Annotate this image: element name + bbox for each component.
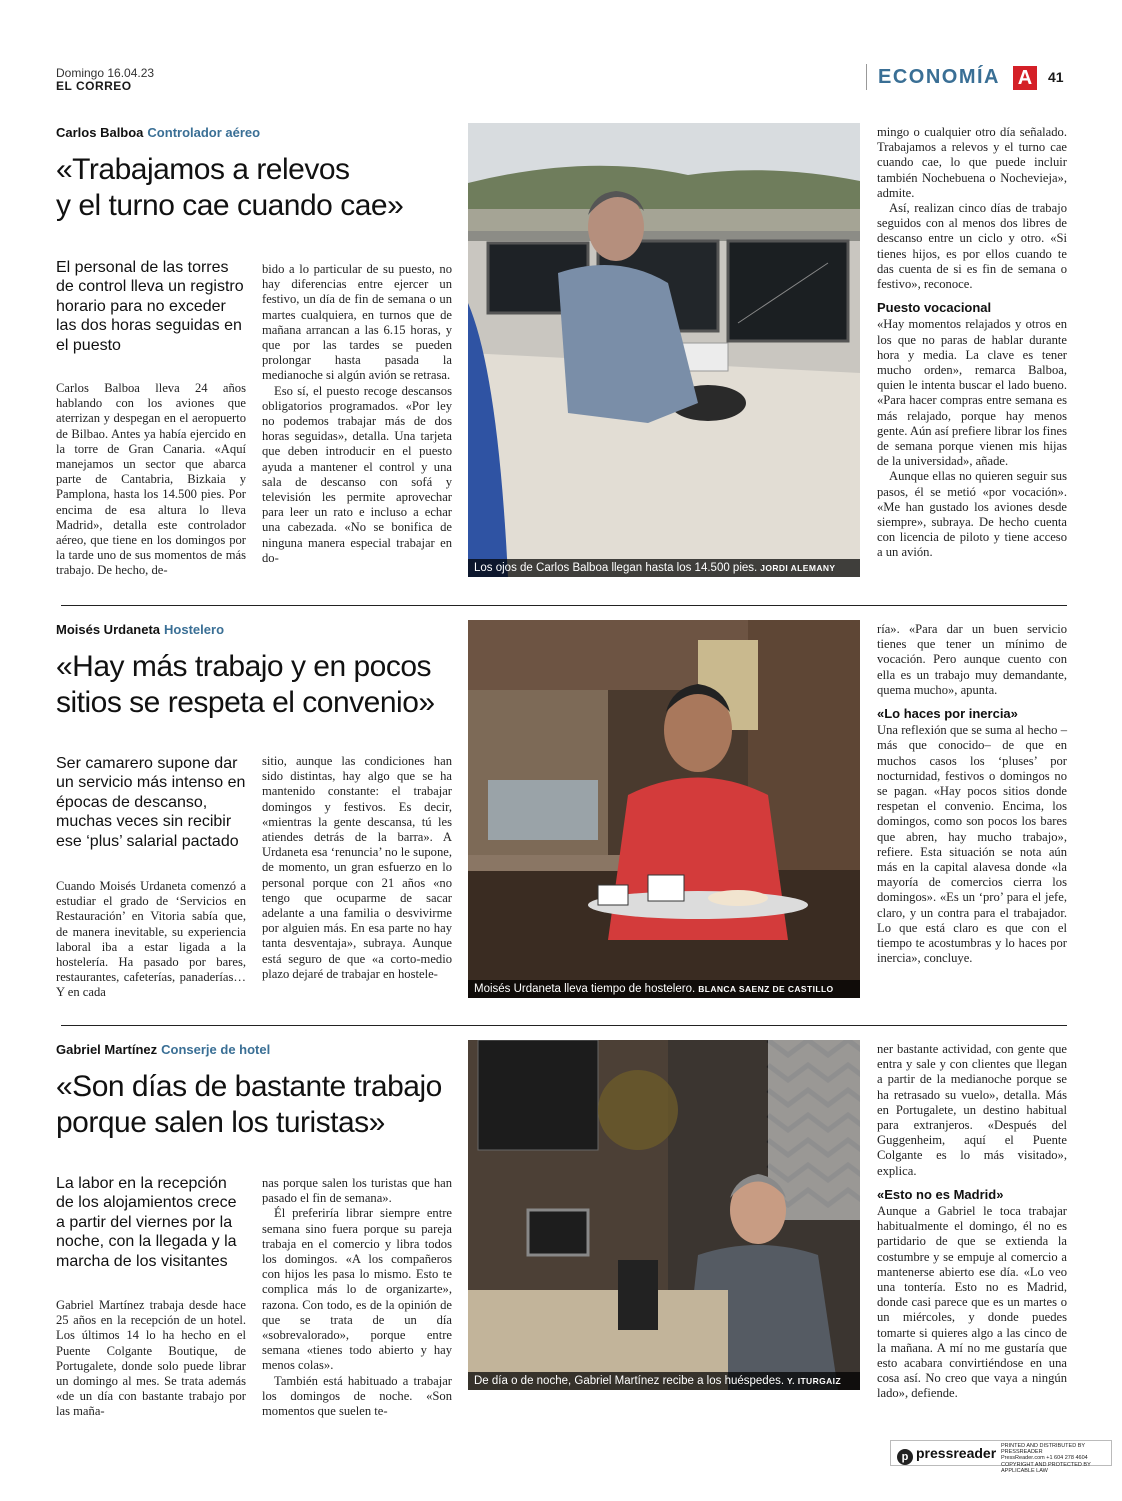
- paragraph: bido a lo particular de su puesto, no hay diferencias entre ejercer un festivo, un día de fin de semana o un martes cualquiera, en turnos que de mañana arrancan a las 6.15 horas, y que por las tardes se pueden prolongar hasta pasada la medianoche si algún avión se retrasa.: [262, 262, 452, 383]
- headline-line-1: «Trabajamos a relevos: [56, 153, 350, 186]
- paragraph: ner bastante actividad, con gente que entra y sale y con clientes que llegan a partir de la medianoche porque se ha retrasado su vuelo», detalla. Más en Portugalete, un destino habitual para extranjeros. «Después del Guggenheim, aquí el Puente Colgante es lo más visitado», explica.: [877, 1042, 1067, 1178]
- column-3: [877, 1042, 1067, 1402]
- section-logo: A: [1013, 66, 1037, 90]
- lead-text: Ser camarero supone dar un servicio más intenso en épocas de descanso, muchas veces sin recibir ese ‘plus’ salarial pactado: [56, 755, 246, 850]
- paragraph: Una reflexión que se suma al hecho –más que conocido– de que en muchos casos los ‘pluses’ por nocturnidad, festivos o domingos no se pagan. «Hay pocos sitios donde respetan el convenio. Encima, los domingos, como son pocos los bares que abren, hay mucho trabajo», refiere. Esta situación se nota aún más en la capital alavesa donde «la mayoría de comercios cierra los domingos». «Es un ‘pro’ para el jefe, claro, y un contra para el trabajador. Lo que está claro es que con el tiempo te acostumbras y lo haces por inercia», concluye.: [877, 723, 1067, 966]
- paragraph: ría». «Para dar un buen servicio tienes que tener un mínimo de vocación. Pero aunque cuento con ella es un trabajo muy demandante, quema mucho», apunta.: [877, 622, 1067, 697]
- column-2: [262, 1176, 452, 1419]
- column-1: [56, 1298, 246, 1420]
- subhead: Puesto vocacional: [877, 300, 992, 316]
- masthead-date: Domingo 16.04.23: [56, 66, 155, 80]
- paragraph: Cuando Moisés Urdaneta comenzó a estudiar el grado de ‘Servicios en Restauración’ en Vitoria sabía que, de manera inevitable, su experiencia laboral iba a estar ligada a la hostelería. Ha pasado por bares, restaurantes, cafeterías, panaderías… Y en cada: [56, 879, 246, 1000]
- paragraph: También está habituado a trabajar los domingos de noche. «Son momentos que suelen te-: [262, 1373, 452, 1419]
- caption-text: Moisés Urdaneta lleva tiempo de hostelero.: [474, 983, 696, 995]
- lead-text: El personal de las torres de control lleva un registro horario para no exceder las dos horas seguidas en el puesto: [56, 259, 244, 354]
- byline-name: Carlos Balboa: [56, 125, 144, 140]
- masthead-paper: EL CORREO: [56, 79, 132, 93]
- byline: [56, 1042, 270, 1057]
- paragraph: Así, realizan cinco días de trabajo seguidos con al menos dos libres de descanso entre un ciclo y otro. «Si tienes hijos, es por ellos cuando te das cuenta de si es fin de semana o festivo», reconoce.: [877, 201, 1067, 292]
- photo-credit: Y. ITURGAIZ: [787, 1376, 842, 1386]
- paragraph: Gabriel Martínez trabaja desde hace 25 años en la recepción de un hotel. Los últimos 14 lo ha hecho en el Puente Colgante Boutique, de Portugalete, donde solo puede librar un domingo al mes. Se trata además «de un día con bastante trabajo por las maña-: [56, 1298, 246, 1419]
- paragraph: Aunque a Gabriel le toca trabajar habitualmente el domingo, él no es partidario de que se extienda la costumbre y se empuje al comercio a mantenerse abierto ese día. «Lo veo una tontería. Esto no es Madrid, donde casi parece que es un martes o un miércoles, y donde puedes tomarte si quieres algo a las cinco de la mañana. A mí no me gustaría que esto acabara convirtiéndose en una cosa así. No creo que vaya a ningún lado», defiende.: [877, 1204, 1067, 1401]
- pressreader-icon: p: [897, 1449, 913, 1465]
- photo-illustration: [468, 1040, 860, 1390]
- byline-role: Conserje de hotel: [161, 1042, 271, 1057]
- subhead: «Lo haces por inercia»: [877, 706, 1018, 722]
- subhead: «Esto no es Madrid»: [877, 1186, 1004, 1202]
- paragraph: Él preferiría librar siempre entre semana sino fuera porque su pareja trabaja en el comercio y libra todos los domingos. «A los compañeros con hijos les pasa lo mismo. Esto te complica más lo de organizarte», razona. Con todo, es de la opinión de que se trata de un día «sobrevalorado», porque entre semana «tienes todo abierto y hay menos colas».: [262, 1206, 452, 1373]
- photo-caption: [468, 1372, 860, 1390]
- byline-name: Moisés Urdaneta: [56, 622, 161, 637]
- headline-line-1: «Son días de bastante trabajo: [56, 1070, 442, 1103]
- photo-credit: JORDI ALEMANY: [760, 563, 836, 573]
- pressreader-badge: [890, 1440, 1112, 1474]
- paragraph: mingo o cualquier otro día señalado. Trabajamos a relevos y el turno cae cuando cae, lo que puede incluir también Nochebuena o Nochevieja», admite.: [877, 125, 1067, 200]
- legal-line-2: PressReader.com +1 604 278 4604: [1001, 1455, 1088, 1462]
- byline-role: Controlador aéreo: [147, 125, 261, 140]
- headline-line-2: porque salen los turistas»: [56, 1106, 385, 1139]
- lead-text: La labor en la recepción de los alojamientos crece a partir del viernes por la noche, con la llegada y la marcha de los visitantes: [56, 1175, 237, 1270]
- caption-text: Los ojos de Carlos Balboa llegan hasta los 14.500 pies.: [474, 562, 758, 574]
- photo-hotel-reception: [468, 1040, 860, 1390]
- photo-credit: BLANCA SAENZ DE CASTILLO: [698, 984, 834, 994]
- legal-line-3: COPYRIGHT AND PROTECTED BY APPLICABLE LAW: [1001, 1461, 1091, 1474]
- headline-line-2: y el turno cae cuando cae»: [56, 189, 404, 222]
- pressreader-wordmark: pressreader: [916, 1445, 997, 1461]
- byline-role: Hostelero: [164, 622, 225, 637]
- pressreader-legal: [1001, 1443, 1109, 1474]
- legal-line-1: PRINTED AND DISTRIBUTED BY PRESSREADER: [1001, 1443, 1085, 1456]
- caption-text: De día o de noche, Gabriel Martínez recibe a los huéspedes.: [474, 1375, 785, 1387]
- section-name: ECONOMÍA: [878, 66, 1000, 88]
- headline: [56, 1069, 466, 1141]
- byline-name: Gabriel Martínez: [56, 1042, 158, 1057]
- paragraph: Carlos Balboa lleva 24 años hablando con los aviones que aterrizan y despegan en el aeropuerto de Bilbao. Antes ya había ejercido en la torre de Gran Canaria. «Aquí manejamos un sector que abarca parte de Cantabria, Bizkaia y Pamplona, hasta los 14.500 pies. Por encima de esa altura lo lleva Madrid», detalla este controlador aéreo, que tiene en los domingos por la tarde uno de sus momentos de más trabajo. De hecho, de-: [56, 381, 246, 578]
- paragraph: «Hay momentos relajados y otros en los que no paras de hablar durante hora y media. La clave es tener mucho orden», remarca Balboa, quien le intenta buscar el lado bueno. «Para hacer compras entre semana es más relajado, porque hay menos gente. Aún así prefiere librar los fines de semana porque vienen mis hijas de la universidad», añade.: [877, 317, 1067, 469]
- page-number: 41: [1048, 69, 1064, 85]
- headline-line-2: sitios se respeta el convenio»: [56, 686, 435, 719]
- paragraph: Eso sí, el puesto recoge descansos obligatorios programados. «Por ley no podemos trabajar más de dos horas seguidas», detalla. Una tarjeta que deben introducir en el puesto ayuda a mantener el control y una sala de descanso con sofá y televisión les permite aprovechar para leer un rato e incluso a echar una cabezada. «No se bonifica de ninguna manera especial trabajar en do-: [262, 383, 452, 565]
- headline-line-1: «Hay más trabajo y en pocos: [56, 650, 432, 683]
- paragraph: sitio, aunque las condiciones han sido distintas, hay algo que se ha mantenido constante: el trabajar domingos y festivos. Es decir, «mientras la gente descansa, tú les atiendes detrás de la barra». A Urdaneta esa ‘renuncia’ no le supone, de momento, un gran esfuerzo en lo personal porque con 21 años «no tengo que ocuparme de sacar adelante a una familia o desvivirme por alguien más. En esa parte no hay tanta desventaja», subraya. Aunque está seguro de que «a corto-medio plazo dejaré de trabajar en hostele-: [262, 754, 452, 981]
- paragraph: nas porque salen los turistas que han pasado el fin de semana».: [262, 1176, 452, 1206]
- paragraph: Aunque ellas no quieren seguir sus pasos, él se metió «por vocación». «Me han gustado los aviones desde siempre», subraya. De hecho cuenta con licencia de piloto y tiene acceso a un avión.: [877, 469, 1067, 560]
- pressreader-logo: [897, 1445, 996, 1465]
